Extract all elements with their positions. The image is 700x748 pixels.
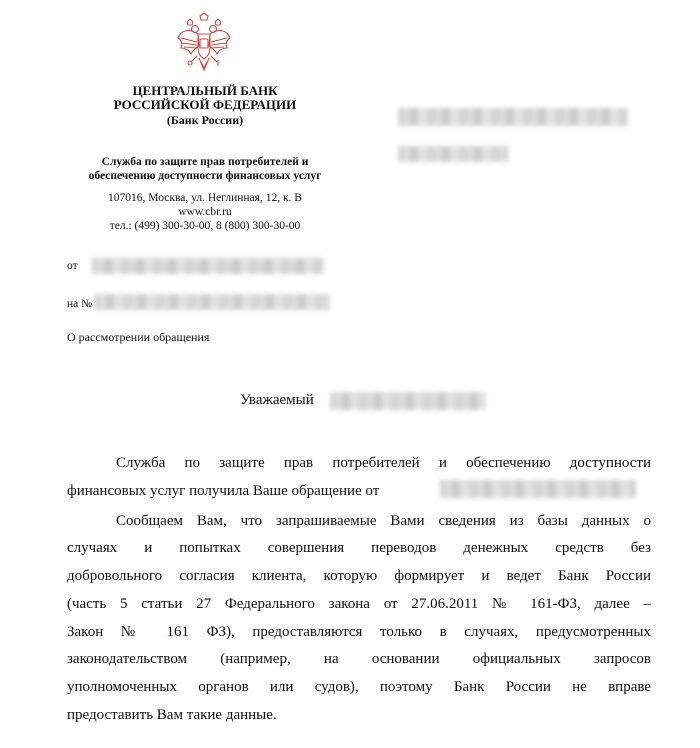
phone-numbers: тел.: (499) 300-30-00, 8 (800) 300-30-00 [109, 220, 301, 232]
redacted-from-date [92, 258, 324, 274]
salutation: Уважаемый [240, 392, 314, 408]
org-name-line1: ЦЕНТРАЛЬНЫЙ БАНК [132, 83, 278, 98]
website: www.cbr.ru [178, 206, 232, 218]
from-date-label: от [67, 260, 78, 272]
paragraph-2-line-6: законодательством (например, на основании официальных запросов [67, 651, 651, 667]
paragraph-2-line-5: Закон № 161 ФЗ), предоставляются только в случаях, предусмотренных [67, 624, 651, 640]
redacted-recipient-address [398, 146, 508, 162]
paragraph-2-line-3: добровольного согласия клиента, которую формирует и ведет Банк России [67, 568, 651, 584]
org-name-line2: РОССИЙСКОЙ ФЕДЕРАЦИИ [113, 97, 297, 112]
paragraph-2-line-8: предоставить Вам такие данные. [67, 707, 277, 723]
paragraph-2-line-2: случаях и попытках совершения переводов денежных средств без [67, 540, 651, 556]
redacted-appeal-date [440, 480, 636, 498]
address: 107016, Москва, ул. Неглинная, 12, к. В [108, 192, 302, 204]
redacted-recipient-name [398, 108, 628, 126]
org-short-name: (Банк России) [166, 113, 244, 127]
service-name-line1: Служба по защите прав потребителей и [101, 156, 309, 168]
paragraph-2-line-7: уполномоченных органов или судов), поэтому Банк России не вправе [67, 679, 651, 695]
reference-number-label: на № [67, 298, 93, 310]
redacted-addressee-name [330, 392, 486, 410]
paragraph-2-line-1: Сообщаем Вам, что запрашиваемые Вами сведения из базы данных о [116, 513, 651, 529]
redacted-reference-number [94, 294, 330, 310]
paragraph-1-line-1: Служба по защите прав потребителей и обеспечению доступности [116, 455, 651, 471]
paragraph-2-line-4: (часть 5 статьи 27 Федерального закона от 27.06.2011 № 161-ФЗ, далее – [67, 596, 651, 612]
double-headed-eagle-emblem-icon [175, 12, 233, 76]
paragraph-1-line-2: финансовых услуг получила Ваше обращение от [67, 483, 380, 499]
letter-subject: О рассмотрении обращения [67, 330, 210, 344]
service-name-line2: обеспечению доступности финансовых услуг [88, 170, 322, 182]
